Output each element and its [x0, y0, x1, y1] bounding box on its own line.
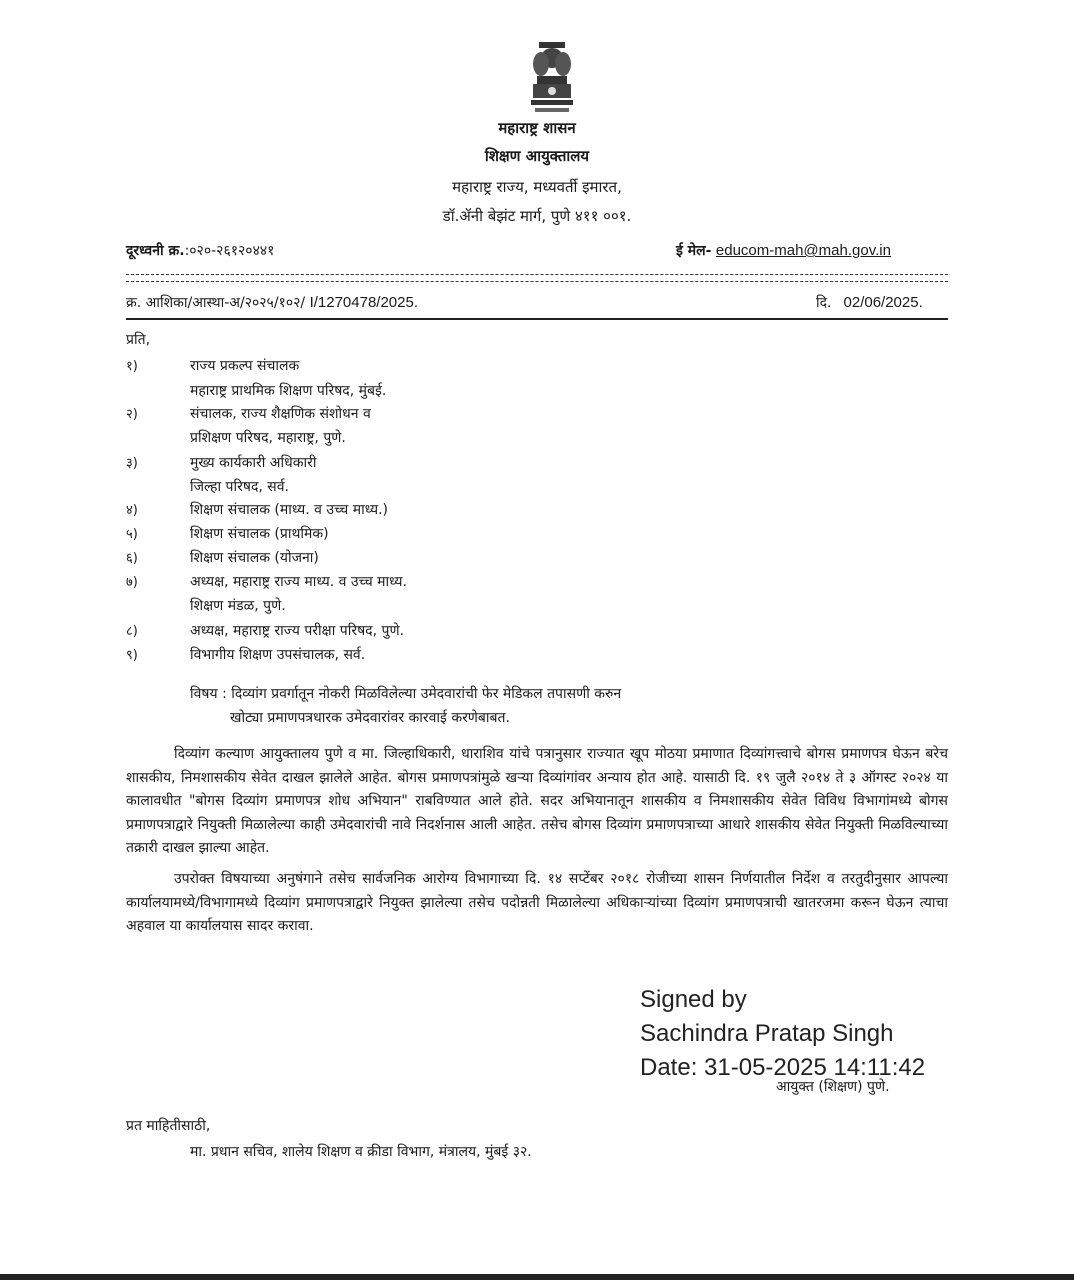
divider-solid — [126, 318, 948, 320]
recipient-number: २) — [126, 407, 138, 422]
header-address-2: डॉ.ॲनी बेझंट मार्ग, पुणे ४११ ००१. — [442, 207, 632, 225]
header-government: महाराष्ट्र शासन — [498, 119, 576, 137]
email-link[interactable]: educom-mah@mah.gov.in — [715, 242, 891, 259]
subject-line-2: खोट्या प्रमाणपत्रधारक उमेदवारांवर कारवाई करणेबाबत. — [230, 710, 510, 726]
recipient-line: राज्य प्रकल्प संचालक — [190, 358, 300, 374]
recipient-number: ९) — [126, 648, 138, 663]
recipient-number: १) — [126, 359, 138, 374]
recipient-line: अध्यक्ष, महाराष्ट्र राज्य माध्य. व उच्च माध्य. — [190, 574, 407, 590]
recipient-number: ६) — [126, 551, 138, 566]
copy-to-label: प्रत माहितीसाठी, — [126, 1118, 211, 1134]
bottom-border — [0, 1274, 1074, 1280]
copy-to-recipient: मा. प्रधान सचिव, शालेय शिक्षण व क्रीडा विभाग, मंत्रालय, मुंबई ३२. — [190, 1144, 532, 1160]
header-address-1: महाराष्ट्र राज्य, मध्यवर्ती इमारत, — [452, 178, 622, 196]
recipient-line: अध्यक्ष, महाराष्ट्र राज्य परीक्षा परिषद, पुणे. — [190, 623, 405, 639]
recipient-line: संचालक, राज्य शैक्षणिक संशोधन व — [190, 406, 371, 422]
header-office: शिक्षण आयुक्तालय — [484, 147, 590, 165]
divider-dashed-2 — [126, 281, 948, 282]
recipient-line: शिक्षण मंडळ, पुणे. — [190, 598, 286, 614]
body-paragraph-2: उपरोक्त विषयाच्या अनुषंगाने तसेच सार्वजनिक आरोग्य विभागाच्या दि. १४ सप्टेंबर २०१८ रोजीच्या शासन निर्णयातील निर्देश व तरतुदीनुसार आपल्या कार्यालयामध्ये/विभागामध्ये दिव्यांग प्रमाणपत्राद्वारे नियुक्त झालेल्या तसेच पदोन्नती मिळालेल्या अधिकाऱ्यांच्या दिव्यांग प्रमाणपत्राची खातरजमा करून घेऊन त्याचा अहवाल या कार्यालयास सादर करावा. — [126, 871, 948, 934]
recipient-line: शिक्षण संचालक (प्राथमिक) — [190, 526, 329, 542]
body-paragraph-1: दिव्यांग कल्याण आयुक्तालय पुणे व मा. जिल्हाधिकारी, धाराशिव यांचे पत्रानुसार राज्यात खूप मोठया प्रमाणात दिव्यांगत्त्वाचे बोगस प्रमाणपत्र घेऊन बरेच शासकीय, निमशासकीय सेवेत दाखल झालेले आहेत. बोगस प्रमाणपत्रांमुळे खऱ्या दिव्यांगांवर अन्याय होत आहे. यासाठी दि. १९ जुलै २०१४ ते ३ ऑगस्ट २०२४ या कालावधीत "बोगस दिव्यांग प्रमाणपत्र शोध अभियान" राबविण्यात आले होते. सदर अभियानातून शासकीय व निमशासकीय सेवेत विविध विभागांमध्ये बोगस प्रमाणपत्राद्वारे नियुक्ती मिळालेल्या काही उमेदवारांची नावे निदर्शनास आली आहेत. तसेच बोगस दिव्यांग प्रमाणपत्राच्या आधारे शासकीय सेवेत नियुक्ती मिळविल्याच्या तक्रारी दाखल झाल्या आहेत. — [126, 746, 948, 856]
recipient-number: ८) — [126, 624, 138, 639]
recipient-line: शिक्षण संचालक (योजना) — [190, 550, 319, 566]
recipient-number: ७) — [126, 575, 138, 590]
digital-signature-line-2: Sachindra Pratap Singh — [640, 1020, 894, 1047]
recipient-number: ३) — [126, 456, 138, 471]
subject-line-1: विषय : दिव्यांग प्रवर्गातून नोकरी मिळविलेल्या उमेदवारांची फेर मेडिकल तपासणी करुन — [190, 686, 622, 702]
phone-number: दूरध्वनी क्र.:०२०-२६१२०४४१ — [126, 243, 275, 259]
signatory-designation: आयुक्त (शिक्षण) पुणे. — [776, 1079, 890, 1095]
recipient-line: विभागीय शिक्षण उपसंचालक, सर्व. — [190, 647, 366, 663]
recipient-line: महाराष्ट्र प्राथमिक शिक्षण परिषद, मुंबई. — [190, 383, 387, 399]
digital-signature-date: Date: 31-05-2025 14:11:42 — [640, 1054, 926, 1081]
recipient-line: जिल्हा परिषद, सर्व. — [190, 479, 289, 495]
recipient-line: शिक्षण संचालक (माध्य. व उच्च माध्य.) — [190, 502, 388, 518]
recipient-number: ४) — [126, 503, 138, 518]
recipient-number: ५) — [126, 527, 138, 542]
to-label: प्रति, — [126, 332, 151, 348]
state-emblem-icon — [527, 38, 577, 116]
divider-dashed — [126, 274, 948, 275]
recipient-line: प्रशिक्षण परिषद, महाराष्ट्र, पुणे. — [190, 430, 346, 446]
digital-signature-line-1: Signed by — [640, 986, 747, 1013]
reference-number: क्र. आशिका/आस्था-अ/२०२५/१०२/ I/1270478/2025. — [126, 294, 418, 311]
email-contact: ई मेल- educom-mah@mah.gov.in — [676, 242, 891, 259]
letter-date: दि. 02/06/2025. — [816, 294, 923, 311]
recipient-line: मुख्य कार्यकारी अधिकारी — [190, 455, 317, 471]
